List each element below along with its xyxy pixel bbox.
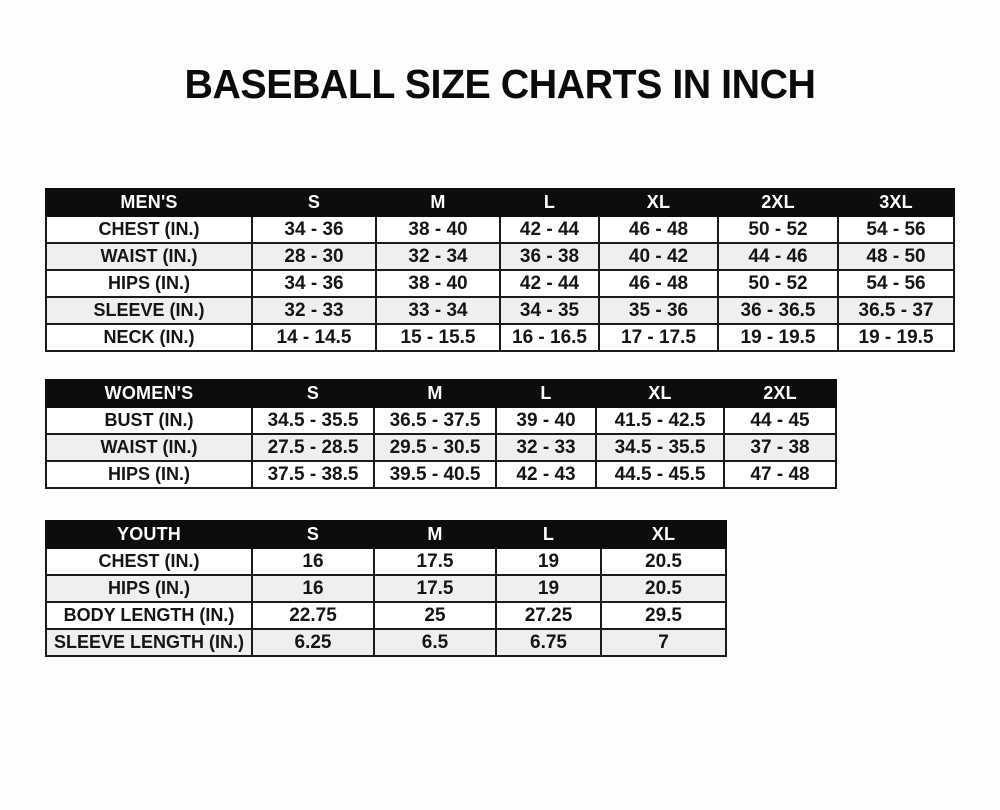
row-label-cell: HIPS (IN.) — [46, 270, 252, 297]
row-label-cell: WAIST (IN.) — [46, 243, 252, 270]
size-value-cell: 22.75 — [252, 602, 374, 629]
row-label-cell: HIPS (IN.) — [46, 461, 252, 488]
page-title: BASEBALL SIZE CHARTS IN INCH — [184, 61, 816, 107]
size-value-cell: 39.5 - 40.5 — [374, 461, 496, 488]
size-value-cell: 29.5 - 30.5 — [374, 434, 496, 461]
table-row — [46, 407, 836, 434]
size-value-cell: 34.5 - 35.5 — [596, 434, 724, 461]
youth-section-header-cell: YOUTH — [46, 521, 252, 548]
size-value-cell: 44 - 45 — [724, 407, 836, 434]
column-header-cell: M — [376, 189, 500, 216]
size-value-cell: 19 - 19.5 — [718, 324, 838, 351]
youth-header-row — [46, 521, 726, 548]
size-value-cell: 36 - 36.5 — [718, 297, 838, 324]
column-header-cell: M — [374, 380, 496, 407]
table-row — [46, 243, 954, 270]
mens-section-header-cell: MEN'S — [46, 189, 252, 216]
row-label-cell: HIPS (IN.) — [46, 575, 252, 602]
size-value-cell: 54 - 56 — [838, 270, 954, 297]
table-row — [46, 434, 836, 461]
size-value-cell: 46 - 48 — [599, 270, 718, 297]
table-row — [46, 216, 954, 243]
size-value-cell: 27.25 — [496, 602, 601, 629]
size-value-cell: 37 - 38 — [724, 434, 836, 461]
table-row — [46, 297, 954, 324]
row-label-cell: BUST (IN.) — [46, 407, 252, 434]
size-value-cell: 19 - 19.5 — [838, 324, 954, 351]
column-header-cell: S — [252, 189, 376, 216]
size-value-cell: 48 - 50 — [838, 243, 954, 270]
size-value-cell: 36 - 38 — [500, 243, 599, 270]
size-value-cell: 34 - 35 — [500, 297, 599, 324]
size-value-cell: 6.25 — [252, 629, 374, 656]
table-row — [46, 461, 836, 488]
size-value-cell: 16 — [252, 575, 374, 602]
womens-section-header-cell: WOMEN'S — [46, 380, 252, 407]
row-label-cell: SLEEVE (IN.) — [46, 297, 252, 324]
size-value-cell: 35 - 36 — [599, 297, 718, 324]
size-value-cell: 42 - 44 — [500, 270, 599, 297]
size-value-cell: 50 - 52 — [718, 216, 838, 243]
row-label-cell: SLEEVE LENGTH (IN.) — [46, 629, 252, 656]
table-row — [46, 324, 954, 351]
table-row — [46, 575, 726, 602]
mens-header-row — [46, 189, 954, 216]
column-header-cell: 3XL — [838, 189, 954, 216]
size-value-cell: 36.5 - 37 — [838, 297, 954, 324]
size-value-cell: 34 - 36 — [252, 270, 376, 297]
column-header-cell: L — [496, 521, 601, 548]
size-value-cell: 40 - 42 — [599, 243, 718, 270]
size-value-cell: 50 - 52 — [718, 270, 838, 297]
size-value-cell: 39 - 40 — [496, 407, 596, 434]
column-header-cell: 2XL — [724, 380, 836, 407]
size-value-cell: 33 - 34 — [376, 297, 500, 324]
womens-header-row — [46, 380, 836, 407]
column-header-cell: 2XL — [718, 189, 838, 216]
size-value-cell: 17 - 17.5 — [599, 324, 718, 351]
size-value-cell: 38 - 40 — [376, 270, 500, 297]
column-header-cell: XL — [596, 380, 724, 407]
size-value-cell: 42 - 44 — [500, 216, 599, 243]
mens-size-table — [45, 188, 955, 352]
size-value-cell: 20.5 — [601, 548, 726, 575]
size-value-cell: 16 — [252, 548, 374, 575]
size-value-cell: 19 — [496, 548, 601, 575]
youth-size-table — [45, 520, 727, 657]
column-header-cell: L — [500, 189, 599, 216]
size-value-cell: 14 - 14.5 — [252, 324, 376, 351]
size-value-cell: 25 — [374, 602, 496, 629]
size-value-cell: 47 - 48 — [724, 461, 836, 488]
size-value-cell: 44.5 - 45.5 — [596, 461, 724, 488]
row-label-cell: CHEST (IN.) — [46, 216, 252, 243]
column-header-cell: M — [374, 521, 496, 548]
column-header-cell: XL — [601, 521, 726, 548]
size-value-cell: 54 - 56 — [838, 216, 954, 243]
size-value-cell: 36.5 - 37.5 — [374, 407, 496, 434]
table-row — [46, 548, 726, 575]
size-value-cell: 41.5 - 42.5 — [596, 407, 724, 434]
size-value-cell: 27.5 - 28.5 — [252, 434, 374, 461]
size-value-cell: 44 - 46 — [718, 243, 838, 270]
row-label-cell: BODY LENGTH (IN.) — [46, 602, 252, 629]
size-value-cell: 7 — [601, 629, 726, 656]
size-value-cell: 46 - 48 — [599, 216, 718, 243]
size-value-cell: 17.5 — [374, 575, 496, 602]
size-value-cell: 42 - 43 — [496, 461, 596, 488]
size-value-cell: 32 - 34 — [376, 243, 500, 270]
size-value-cell: 6.75 — [496, 629, 601, 656]
column-header-cell: S — [252, 380, 374, 407]
size-value-cell: 16 - 16.5 — [500, 324, 599, 351]
column-header-cell: S — [252, 521, 374, 548]
table-row — [46, 629, 726, 656]
row-label-cell: NECK (IN.) — [46, 324, 252, 351]
size-value-cell: 37.5 - 38.5 — [252, 461, 374, 488]
row-label-cell: WAIST (IN.) — [46, 434, 252, 461]
size-value-cell: 32 - 33 — [252, 297, 376, 324]
table-row — [46, 270, 954, 297]
table-row — [46, 602, 726, 629]
row-label-cell: CHEST (IN.) — [46, 548, 252, 575]
size-value-cell: 29.5 — [601, 602, 726, 629]
column-header-cell: XL — [599, 189, 718, 216]
size-value-cell: 32 - 33 — [496, 434, 596, 461]
size-value-cell: 34.5 - 35.5 — [252, 407, 374, 434]
size-value-cell: 34 - 36 — [252, 216, 376, 243]
womens-size-table — [45, 379, 837, 489]
size-value-cell: 38 - 40 — [376, 216, 500, 243]
size-value-cell: 17.5 — [374, 548, 496, 575]
size-value-cell: 20.5 — [601, 575, 726, 602]
size-value-cell: 28 - 30 — [252, 243, 376, 270]
size-value-cell: 6.5 — [374, 629, 496, 656]
size-value-cell: 15 - 15.5 — [376, 324, 500, 351]
column-header-cell: L — [496, 380, 596, 407]
size-value-cell: 19 — [496, 575, 601, 602]
